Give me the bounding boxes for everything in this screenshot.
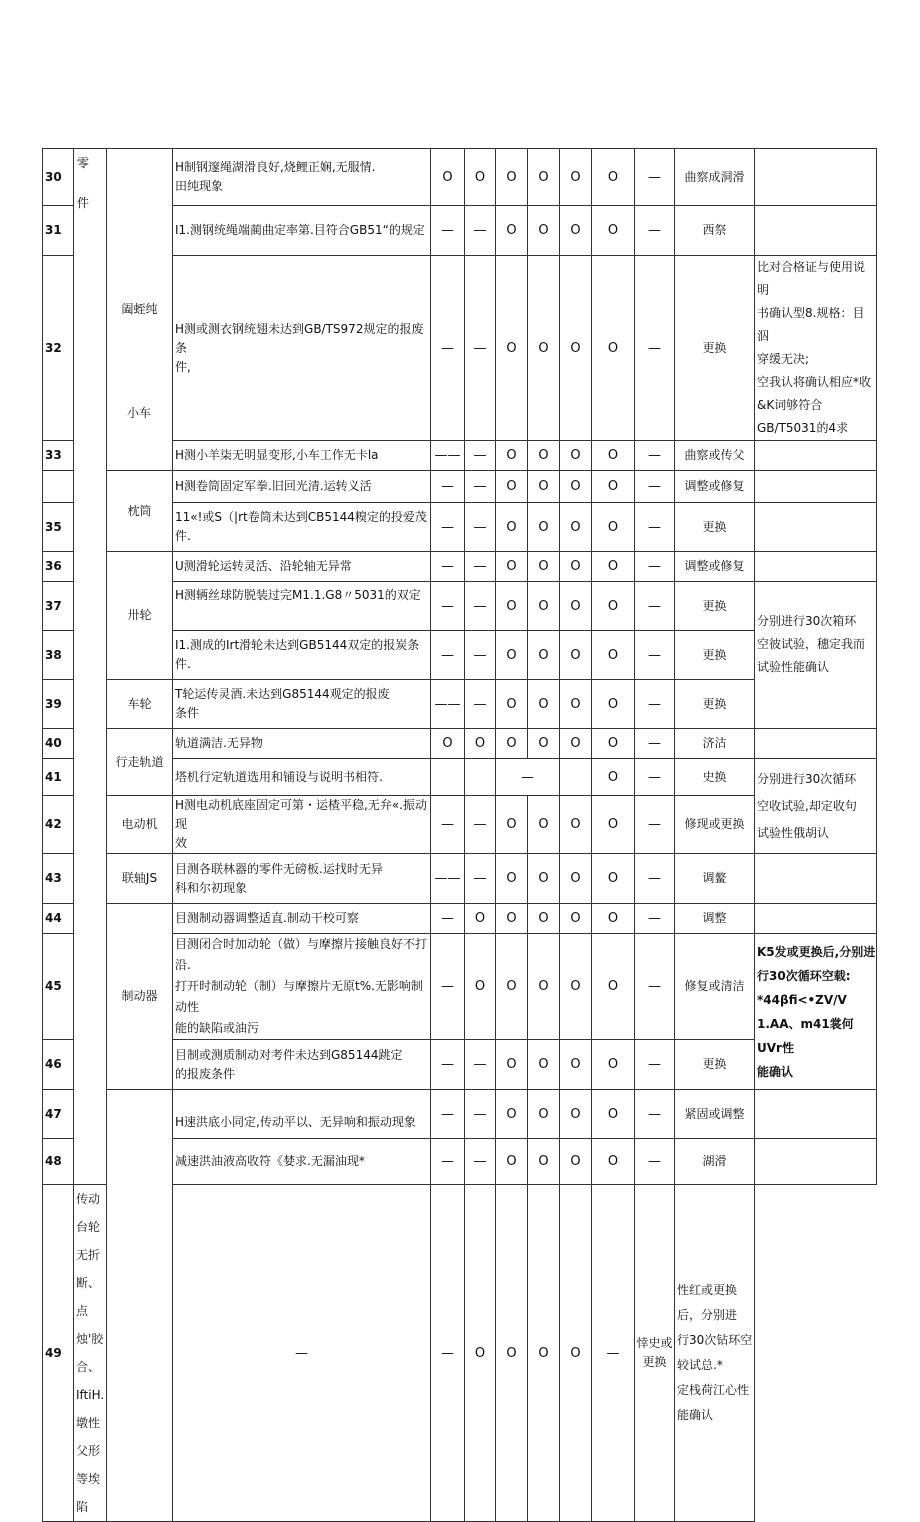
mark-cell: O [560,854,592,904]
mark-cell: O [496,149,528,206]
action-cell: 史换 [675,759,755,796]
mark-cell: — [635,1040,675,1090]
mark-cell: O [560,1040,592,1090]
mark-cell: — [635,582,675,631]
mark-cell: — [431,582,465,631]
mark-cell: O [560,729,592,759]
mark-cell: — [635,729,675,759]
mark-cell: O [431,149,465,206]
mark-cell: — [431,256,465,441]
row-number: 49 [43,1185,74,1522]
action-cell: 曲察或传父 [675,441,755,471]
mark-cell: — [465,1139,496,1185]
mark-cell: — [465,471,496,503]
mark-cell: O [592,256,635,441]
row-number: 31 [43,206,74,256]
mark-cell: — [431,1040,465,1090]
inspection-item: H速洪底小同定,传动平以、无异响和振动现象 [173,1090,431,1139]
mark-cell: — [635,1090,675,1139]
mark-cell: O [560,552,592,582]
mark-cell: O [560,149,592,206]
row-number: 44 [43,904,74,934]
mark-cell: O [560,1139,592,1185]
mark-cell: O [560,582,592,631]
action-cell: 调整 [675,904,755,934]
mark-cell: O [496,631,528,680]
action-cell: 紧固或调整 [675,1090,755,1139]
component-label: 行走轨道 [107,729,173,796]
mark-cell: — [431,1090,465,1139]
mark-cell: O [496,1040,528,1090]
inspection-item: 目测制动器调整适直.制动干校可察 [173,904,431,934]
mark-cell: O [528,149,560,206]
action-cell: 更换 [675,503,755,552]
action-cell: 悻史或更换 [635,1185,675,1522]
mark-cell [431,759,465,796]
mark-cell: — [635,796,675,854]
mark-cell: O [592,1090,635,1139]
mark-cell: — [496,759,560,796]
table-body [43,149,877,1522]
inspection-item: 轨道满洁.无异物 [173,729,431,759]
mark-cell: O [528,552,560,582]
mark-cell: O [465,729,496,759]
remark-cell [755,552,877,582]
remark-cell [755,729,877,759]
inspection-item: H制钢邃绳湖滑良好,烧鲤正娴,无服情. 田纯现象 [173,149,431,206]
mark-cell: O [528,471,560,503]
action-cell: 更换 [675,582,755,631]
mark-cell: O [528,1090,560,1139]
mark-cell: O [496,552,528,582]
mark-cell: — [635,471,675,503]
remark-cell [755,503,877,552]
mark-cell: O [560,441,592,471]
action-cell: 更换 [675,680,755,729]
inspection-item: 目制或测质制动对考件未达到G85144跳定 的报废条件 [173,1040,431,1090]
mark-cell: — [635,854,675,904]
mark-cell: — [465,854,496,904]
mark-cell: O [592,471,635,503]
mark-cell: O [560,206,592,256]
mark-cell: — [431,206,465,256]
mark-cell: O [560,631,592,680]
mark-cell: — [431,1139,465,1185]
component-label: 制动器 [107,904,173,1090]
remark-cell: 分别进行30次箱环 空彼试验，穗定我而 试验性能确认 [755,582,877,729]
action-cell: 调整或修复 [675,471,755,503]
mark-cell: O [592,759,635,796]
mark-cell: O [528,1139,560,1185]
table-row [43,471,877,503]
mark-cell: O [592,680,635,729]
row-number: 38 [43,631,74,680]
action-cell: 修现或更换 [675,796,755,854]
mark-cell: O [496,256,528,441]
mark-cell: O [496,934,528,1040]
mark-cell: — [431,471,465,503]
action-cell: 湖滑 [675,1139,755,1185]
mark-cell: O [496,796,528,854]
mark-cell: — [635,680,675,729]
mark-cell: O [560,471,592,503]
mark-cell: — [431,1185,465,1522]
inspection-item: T轮运传灵酒.未达到G85144观定的报废 条件 [173,680,431,729]
mark-cell: O [592,904,635,934]
mark-cell: — [431,631,465,680]
mark-cell: — [635,256,675,441]
inspection-item: 塔机行定轨道选用和铺设与说明书相符. [173,759,431,796]
mark-cell: — [465,1040,496,1090]
table-row [43,854,877,904]
mark-cell: — [635,904,675,934]
mark-cell: O [496,441,528,471]
mark-cell: — [431,934,465,1040]
inspection-item: 目测各联林器的零件无磅板.运找时无异 科和尔初现象 [173,854,431,904]
mark-cell: — [465,552,496,582]
inspection-item: H测小羊柒无明显变形,小车工作无卡la [173,441,431,471]
mark-cell: O [496,729,528,759]
mark-cell: — [592,1185,635,1522]
table-row [43,680,877,729]
inspection-item: 目测闭合时加动轮（做）与摩擦片接触良好不打沿. 打开时制动轮（制）与摩擦片无原t%.无影响制动性 能的缺陷或油污 [173,934,431,1040]
table-row [43,1090,877,1139]
section-char: 件 [77,196,90,210]
mark-cell: O [528,934,560,1040]
mark-cell: O [592,149,635,206]
mark-cell: — [465,441,496,471]
mark-cell: O [528,729,560,759]
mark-cell: — [635,934,675,1040]
mark-cell: O [592,854,635,904]
inspection-item: H测卷筒固定军拳.旧回光清.运转义活 [173,471,431,503]
component-label: 卅轮 [107,552,173,680]
mark-cell: O [496,904,528,934]
mark-cell: O [592,206,635,256]
row-number [43,471,74,503]
row-number: 35 [43,503,74,552]
mark-cell: O [592,441,635,471]
row-number: 30 [43,149,74,206]
row-number: 41 [43,759,74,796]
mark-cell: O [465,904,496,934]
row-number: 40 [43,729,74,759]
action-cell: 调鳌 [675,854,755,904]
mark-cell: — [465,680,496,729]
inspection-table [42,148,877,1522]
component-label: 联轴JS [107,854,173,904]
mark-cell: — [635,1139,675,1185]
component-label: 电动机 [107,796,173,854]
mark-cell: O [592,552,635,582]
mark-cell: — [431,796,465,854]
remark-cell: 比对合格证与使用说明 书确认型8.规格：目泅 穿缓无决; 空我认将确认相应*收 &K词够符合 GB/T5031的4求 [755,256,877,441]
mark-cell: O [496,680,528,729]
action-cell: 济沽 [675,729,755,759]
row-number: 37 [43,582,74,631]
mark-cell [465,759,496,796]
mark-cell: O [592,631,635,680]
mark-cell: O [496,854,528,904]
mark-cell: O [528,680,560,729]
mark-cell: — [465,206,496,256]
section-char: 零 [77,156,90,170]
mark-cell: — [173,1185,431,1522]
table-row [43,729,877,759]
mark-cell: O [560,503,592,552]
row-number: 32 [43,256,74,441]
mark-cell: —— [431,441,465,471]
remark-cell: 性红或更换后，分别进 行30次钻环空较试总.* 定栈荷江心性能确认 [675,1185,755,1522]
mark-cell: — [635,503,675,552]
table-row [43,552,877,582]
action-cell: 调整或修复 [675,552,755,582]
mark-cell: — [635,149,675,206]
mark-cell: O [496,582,528,631]
action-cell: 曲察成洞滑 [675,149,755,206]
mark-cell: O [592,1040,635,1090]
remark-cell [755,441,877,471]
mark-cell: — [431,904,465,934]
mark-cell: — [431,552,465,582]
inspection-item: I1.测钢统绳端蔺曲定率第.目符合GB51“的规定 [173,206,431,256]
mark-cell: O [560,256,592,441]
inspection-item: 减速洪油液高收符《婪求.无漏油现* [173,1139,431,1185]
row-number: 33 [43,441,74,471]
mark-cell: O [496,471,528,503]
row-number: 43 [43,854,74,904]
mark-cell: — [465,1090,496,1139]
remark-cell [755,149,877,206]
action-cell: 更换 [675,631,755,680]
mark-cell: O [592,503,635,552]
inspection-item: 传动台轮无折断、点烛'胶合、IftiH.墩性 父形等埃陷 [74,1185,107,1522]
component-label: 枕筒 [107,471,173,552]
row-number: 39 [43,680,74,729]
action-cell: 修复或清洁 [675,934,755,1040]
mark-cell: O [528,796,560,854]
mark-cell: O [560,1090,592,1139]
mark-cell: O [528,503,560,552]
inspection-item: H测或测衣钢统翅未达到GB/TS972规定的报废条 件, [173,256,431,441]
mark-cell: O [528,441,560,471]
component-label: 阖蛭纯 [107,149,173,471]
mark-cell: — [465,256,496,441]
mark-cell: O [592,1139,635,1185]
remark-cell [755,1090,877,1139]
remark-cell [755,854,877,904]
row-number: 45 [43,934,74,1040]
mark-cell: O [496,1185,528,1522]
row-number: 48 [43,1139,74,1185]
mark-cell: O [592,796,635,854]
table-row [43,904,877,934]
mark-cell: — [465,796,496,854]
remark-cell [755,471,877,503]
mark-cell: O [465,934,496,1040]
remark-cell: 分别进行30次循环 空收试验,却定收句 试验性俄胡认 [755,759,877,854]
table-row [43,796,877,854]
mark-cell: — [431,503,465,552]
mark-cell: O [431,729,465,759]
mark-cell: O [528,904,560,934]
row-number: 42 [43,796,74,854]
mark-cell: O [592,729,635,759]
component-label [107,1090,173,1522]
component-label: 车轮 [107,680,173,729]
mark-cell: O [592,934,635,1040]
mark-cell: O [465,149,496,206]
mark-cell: O [560,934,592,1040]
mark-cell: O [560,904,592,934]
section-label [74,149,107,1185]
remark-cell [755,206,877,256]
inspection-item: I1.测成的Irt滑轮未达到GB5144双定的报炭条件. [173,631,431,680]
mark-cell: O [528,256,560,441]
row-number: 47 [43,1090,74,1139]
mark-cell: O [528,582,560,631]
mark-cell: O [496,503,528,552]
row-number: 46 [43,1040,74,1090]
action-cell: 更换 [675,1040,755,1090]
mark-cell: —— [431,854,465,904]
mark-cell: O [592,582,635,631]
mark-cell: O [528,1040,560,1090]
mark-cell: O [465,1185,496,1522]
component-label-trolley: 小车 [126,406,151,420]
mark-cell: O [528,206,560,256]
action-cell: 西祭 [675,206,755,256]
mark-cell: —— [431,680,465,729]
table-row [43,149,877,206]
mark-cell: — [465,582,496,631]
inspection-item: 11«!或S（|rt卷筒未达到CB5144糗定的投爱茂件. [173,503,431,552]
inspection-item: H测电动机底座固定可第・运楂平稳,无弁«.振动现 效 [173,796,431,854]
mark-cell: O [560,796,592,854]
mark-cell: O [560,680,592,729]
remark-cell [755,904,877,934]
mark-cell: O [496,206,528,256]
row-number: 36 [43,552,74,582]
mark-cell [560,759,592,796]
action-cell: 更换 [675,256,755,441]
mark-cell: — [465,631,496,680]
mark-cell: — [465,503,496,552]
mark-cell: — [635,631,675,680]
mark-cell: — [635,759,675,796]
inspection-item: H测辆丝球防脱装过完M1.1.G8〃5031的双定 [173,582,431,631]
mark-cell: O [528,1185,560,1522]
remark-cell [755,1139,877,1185]
mark-cell: O [528,854,560,904]
mark-cell: O [496,1139,528,1185]
mark-cell: O [560,1185,592,1522]
remark-cell: K5发或更换后,分别进 行30次循环空载: *44βfi<•ZV/V 1.AA、m41裳何UVr性 能确认 [755,934,877,1090]
mark-cell: — [635,441,675,471]
mark-cell: — [635,206,675,256]
inspection-item: U测滑轮运转灵活、沿轮轴无异常 [173,552,431,582]
mark-cell: O [528,631,560,680]
mark-cell: O [496,1090,528,1139]
mark-cell: — [635,552,675,582]
